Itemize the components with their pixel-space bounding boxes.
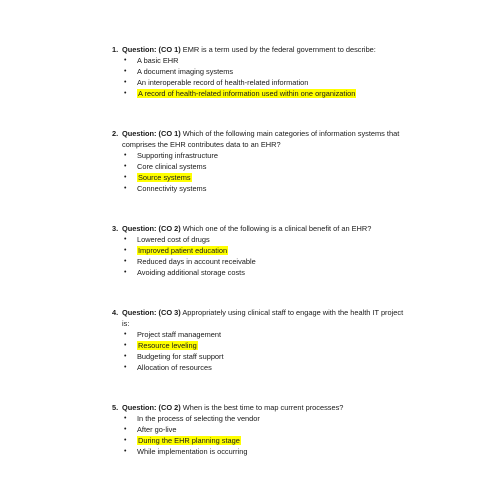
bullet-icon: • <box>124 163 127 170</box>
question-label: Question: (CO 1) <box>122 129 181 138</box>
option-item <box>122 183 412 194</box>
option-item <box>122 55 412 66</box>
option-text: After go-live <box>137 425 177 434</box>
question-number: 1. <box>112 45 119 54</box>
option-item <box>122 329 412 340</box>
question-text: When is the best time to map current processes? <box>182 403 344 412</box>
option-text: Lowered cost of drugs <box>137 235 210 244</box>
option-item <box>122 435 412 446</box>
question-number: 4. <box>112 308 119 317</box>
option-item <box>122 161 412 172</box>
question-item <box>112 44 412 99</box>
option-text: Project staff management <box>137 330 222 339</box>
option-text: In the process of selecting the vendor <box>137 414 260 423</box>
option-item <box>122 340 412 351</box>
option-item <box>122 413 412 424</box>
option-list <box>122 329 412 373</box>
question-label: Question: (CO 3) <box>122 308 181 317</box>
option-text: Supporting infrastructure <box>137 151 218 160</box>
bullet-icon: • <box>124 448 127 455</box>
option-text: While implementation is occurring <box>137 447 248 456</box>
option-item <box>122 88 412 99</box>
option-list <box>122 413 412 457</box>
question-label: Question: (CO 2) <box>122 403 181 412</box>
option-text: Connectivity systems <box>137 184 207 193</box>
highlighted-answer: Source systems <box>138 173 191 182</box>
bullet-icon: • <box>124 331 127 338</box>
question-item <box>112 402 412 457</box>
bullet-icon: • <box>124 364 127 371</box>
question-text-block <box>122 402 412 413</box>
option-list <box>122 55 412 99</box>
option-item <box>122 267 412 278</box>
question-item <box>112 307 412 373</box>
bullet-icon: • <box>124 68 127 75</box>
question-number: 5. <box>112 403 119 412</box>
option-item <box>122 172 412 183</box>
option-text: A basic EHR <box>137 56 179 65</box>
question-item <box>112 128 412 194</box>
question-item <box>112 223 412 278</box>
bullet-icon: • <box>124 415 127 422</box>
option-item <box>122 150 412 161</box>
question-text-block <box>122 128 412 150</box>
question-text: Which one of the following is a clinical benefit of an EHR? <box>182 224 372 233</box>
question-text: Appropriately using clinical staff to engage with the health IT project is: <box>122 308 404 328</box>
question-text-block <box>122 223 412 234</box>
option-text: Budgeting for staff support <box>137 352 224 361</box>
bullet-icon: • <box>124 247 127 254</box>
bullet-icon: • <box>124 426 127 433</box>
question-label: Question: (CO 1) <box>122 45 181 54</box>
option-text: An interoperable record of health-related information <box>137 78 309 87</box>
option-item <box>122 77 412 88</box>
bullet-icon: • <box>124 79 127 86</box>
option-item <box>122 66 412 77</box>
question-text: EMR is a term used by the federal government to describe: <box>182 45 376 54</box>
option-item <box>122 351 412 362</box>
bullet-icon: • <box>124 152 127 159</box>
bullet-icon: • <box>124 185 127 192</box>
question-text-block <box>122 307 412 329</box>
question-label: Question: (CO 2) <box>122 224 181 233</box>
option-item <box>122 234 412 245</box>
highlighted-answer: A record of health-related information used within one organization <box>138 89 356 98</box>
bullet-icon: • <box>124 353 127 360</box>
bullet-icon: • <box>124 174 127 181</box>
question-list <box>112 44 412 486</box>
option-list <box>122 150 412 194</box>
option-text: Reduced days in account receivable <box>137 257 256 266</box>
highlighted-answer: During the EHR planning stage <box>138 436 240 445</box>
bullet-icon: • <box>124 342 127 349</box>
question-text-block <box>122 44 412 55</box>
bullet-icon: • <box>124 258 127 265</box>
option-text: Core clinical systems <box>137 162 207 171</box>
bullet-icon: • <box>124 269 127 276</box>
option-item <box>122 256 412 267</box>
bullet-icon: • <box>124 236 127 243</box>
highlighted-answer: Resource leveling <box>138 341 197 350</box>
option-item <box>122 362 412 373</box>
option-text: Allocation of resources <box>137 363 212 372</box>
question-number: 2. <box>112 129 119 138</box>
bullet-icon: • <box>124 437 127 444</box>
option-text: A document imaging systems <box>137 67 234 76</box>
option-list <box>122 234 412 278</box>
highlighted-answer: Improved patient education <box>138 246 228 255</box>
bullet-icon: • <box>124 57 127 64</box>
bullet-icon: • <box>124 90 127 97</box>
question-number: 3. <box>112 224 119 233</box>
option-item <box>122 245 412 256</box>
option-item <box>122 446 412 457</box>
option-item <box>122 424 412 435</box>
option-text: Avoiding additional storage costs <box>137 268 245 277</box>
question-text: Which of the following main categories of information systems that comprises the EHR contributes data to an EHR? <box>122 129 400 149</box>
